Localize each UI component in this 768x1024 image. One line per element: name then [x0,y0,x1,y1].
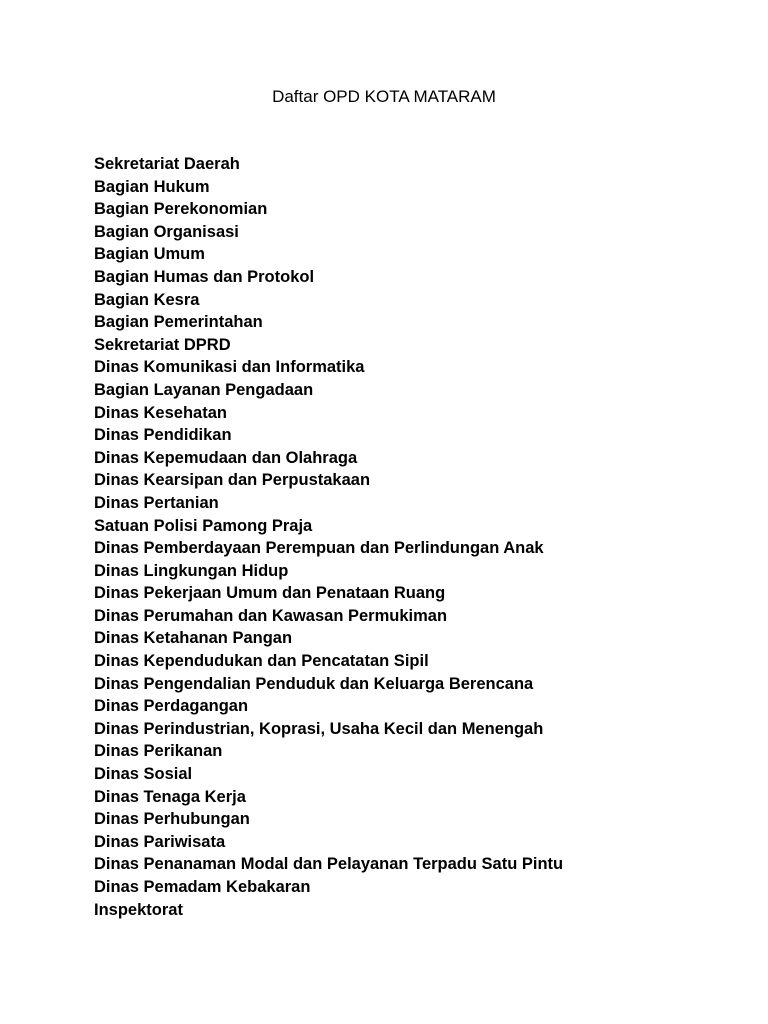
list-item: Dinas Ketahanan Pangan [94,629,293,648]
list-item: Bagian Layanan Pengadaan [94,380,314,399]
list-item: Dinas Perikanan [94,742,223,761]
list-item: Bagian Kesra [94,290,200,309]
list-item: Bagian Hukum [94,177,210,196]
list-item: Satuan Polisi Pamong Praja [94,516,313,535]
list-item: Inspektorat [94,900,183,919]
list-item: Dinas Pekerjaan Umum dan Penataan Ruang [94,584,446,603]
opd-list [94,153,563,921]
list-item: Sekretariat Daerah [94,155,240,173]
list-item: Dinas Perdagangan [94,697,249,716]
list-item: Sekretariat DPRD [94,335,231,354]
list-item: Bagian Humas dan Protokol [94,267,315,286]
list-item: Dinas Pemberdayaan Perempuan dan Perlindungan Anak [94,539,544,558]
list-item: Dinas Komunikasi dan Informatika [94,358,365,377]
list-item: Dinas Pendidikan [94,426,232,445]
list-item: Dinas Penanaman Modal dan Pelayanan Terpadu Satu Pintu [94,855,564,874]
list-item: Dinas Perumahan dan Kawasan Permukiman [94,606,448,625]
list-item: Dinas Pariwisata [94,832,226,851]
list-item: Dinas Tenaga Kerja [94,787,246,806]
list-item: Dinas Lingkungan Hidup [94,561,289,580]
list-item: Dinas Pengendalian Penduduk dan Keluarga Berencana [94,674,534,693]
list-item: Dinas Perindustrian, Koprasi, Usaha Kecil dan Menengah [94,719,544,738]
list-item: Dinas Pertanian [94,493,219,512]
list-item: Bagian Pemerintahan [94,313,263,332]
list-item: Dinas Kependudukan dan Pencatatan Sipil [94,652,429,671]
list-item: Bagian Organisasi [94,222,239,241]
list-item: Dinas Kepemudaan dan Olahraga [94,448,358,467]
list-item: Dinas Kesehatan [94,403,227,422]
document-title: Daftar OPD KOTA MATARAM [272,87,496,106]
list-item: Dinas Perhubungan [94,810,250,829]
list-item: Bagian Umum [94,245,205,264]
list-item: Dinas Sosial [94,765,193,784]
list-item: Dinas Kearsipan dan Perpustakaan [94,471,371,490]
list-item: Dinas Pemadam Kebakaran [94,878,311,896]
list-item: Bagian Perekonomian [94,200,268,219]
